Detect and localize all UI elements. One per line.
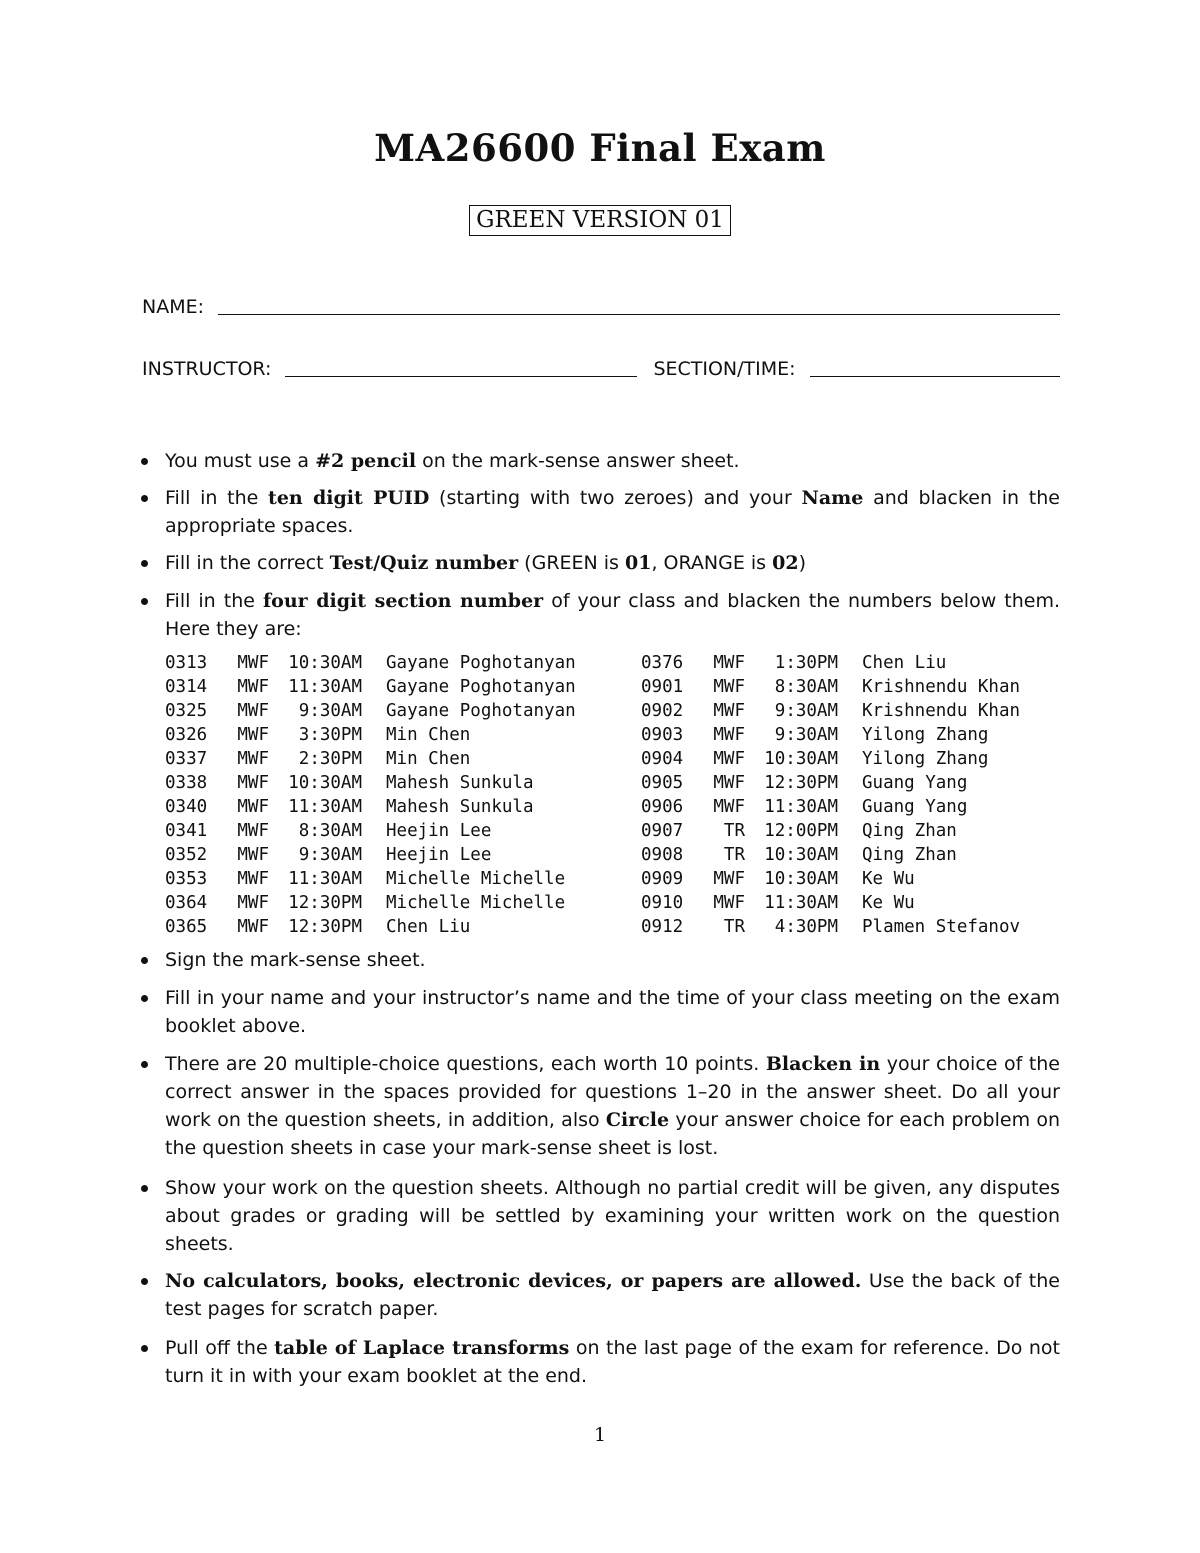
section-instructor: Ke Wu xyxy=(862,893,915,913)
section-days: MWF xyxy=(713,773,745,793)
instruction-text: You must use a xyxy=(165,450,316,472)
section-row xyxy=(641,747,1117,771)
section-days: TR xyxy=(723,917,745,937)
section-instructor: Mahesh Sunkula xyxy=(386,797,534,817)
instruction-list xyxy=(140,946,1060,974)
section-code: 0907 xyxy=(641,821,684,841)
section-time: 8:30AM xyxy=(774,677,838,697)
section-row xyxy=(641,867,1117,891)
section-instructor: Krishnendu Khan xyxy=(862,701,1021,721)
bullet-dot xyxy=(141,560,148,567)
section-time: 10:30AM xyxy=(764,749,838,769)
section-time: 10:30AM xyxy=(288,653,362,673)
instruction-text: your choice of the correct answer in the spaces provided for questions 1–20 in the answer sheet. Do all your work on the question sheets, in addition, also xyxy=(165,1053,1060,1131)
section-time-blank-line[interactable] xyxy=(810,375,1060,377)
bullet-dot xyxy=(141,995,148,1002)
section-instructor: Chen Liu xyxy=(386,917,471,937)
section-row xyxy=(165,867,641,891)
instruction-bold-text: 02 xyxy=(772,552,799,574)
section-code: 0314 xyxy=(165,677,208,697)
section-code: 0902 xyxy=(641,701,684,721)
section-time: 10:30AM xyxy=(288,773,362,793)
instruction-text: Use the back of the test pages for scratch paper. xyxy=(165,1270,1060,1320)
exam-title: MA26600 Final Exam xyxy=(374,126,826,170)
instruction-list xyxy=(140,1334,1060,1390)
instructor-section-row xyxy=(142,358,1060,380)
section-days: MWF xyxy=(237,653,269,673)
section-code: 0901 xyxy=(641,677,684,697)
section-row xyxy=(165,747,641,771)
instruction-text: There are 20 multiple-choice questions, each worth 10 points. xyxy=(165,1053,766,1075)
instruction-text: your answer choice for each problem on the question sheets in case your mark-sense sheet is lost. xyxy=(165,1109,1060,1159)
instruction-bold-text: Blacken in xyxy=(765,1053,881,1075)
section-row xyxy=(165,675,641,699)
section-time: 9:30AM xyxy=(774,725,838,745)
instruction-sign xyxy=(140,946,1060,974)
bullet-dot xyxy=(141,1061,148,1068)
section-instructor: Yilong Zhang xyxy=(862,749,989,769)
section-instructor: Qing Zhan xyxy=(862,821,957,841)
section-code: 0909 xyxy=(641,869,684,889)
section-time: 11:30AM xyxy=(288,869,362,889)
section-instructor: Guang Yang xyxy=(862,773,968,793)
section-days: MWF xyxy=(237,725,269,745)
section-code: 0910 xyxy=(641,893,684,913)
section-time-label: SECTION/TIME: xyxy=(653,358,796,380)
section-time: 11:30AM xyxy=(288,797,362,817)
instruction-bold-text: No calculators, books, electronic devices, or papers are allowed. xyxy=(165,1270,862,1292)
instruction-list xyxy=(140,549,1060,577)
bullet-dot xyxy=(141,1278,148,1285)
section-days: MWF xyxy=(713,797,745,817)
version-box: GREEN VERSION 01 xyxy=(469,205,731,236)
section-instructor: Min Chen xyxy=(386,725,471,745)
section-days: MWF xyxy=(713,677,745,697)
section-days: MWF xyxy=(713,869,745,889)
section-time: 10:30AM xyxy=(764,869,838,889)
section-code: 0325 xyxy=(165,701,208,721)
section-code: 0341 xyxy=(165,821,208,841)
instruction-text: ) xyxy=(798,552,806,574)
section-code: 0352 xyxy=(165,845,208,865)
section-days: MWF xyxy=(237,677,269,697)
section-code: 0365 xyxy=(165,917,208,937)
instruction-list xyxy=(140,1174,1060,1258)
bullet-dot xyxy=(141,495,148,502)
section-time: 9:30AM xyxy=(298,701,362,721)
section-days: MWF xyxy=(713,749,745,769)
section-time: 12:30PM xyxy=(764,773,838,793)
section-instructor: Heejin Lee xyxy=(386,845,492,865)
section-instructor: Chen Liu xyxy=(862,653,947,673)
section-code: 0340 xyxy=(165,797,208,817)
section-code: 0337 xyxy=(165,749,208,769)
name-field-row xyxy=(142,296,1060,318)
section-days: MWF xyxy=(237,845,269,865)
section-code: 0903 xyxy=(641,725,684,745)
instruction-pencil xyxy=(140,447,1060,475)
section-instructor: Gayane Poghotanyan xyxy=(386,677,576,697)
section-time: 4:30PM xyxy=(774,917,838,937)
instruction-text: Pull off the xyxy=(165,1337,275,1359)
section-days: MWF xyxy=(237,821,269,841)
section-row xyxy=(641,915,1117,939)
name-label: NAME: xyxy=(142,296,205,318)
section-instructor: Michelle Michelle xyxy=(386,869,566,889)
section-time: 8:30AM xyxy=(298,821,362,841)
section-code: 0376 xyxy=(641,653,684,673)
section-instructor: Heejin Lee xyxy=(386,821,492,841)
instruction-text: of your class and blacken the numbers below them. Here they are: xyxy=(165,590,1061,640)
section-code: 0912 xyxy=(641,917,684,937)
instruction-text: Fill in the xyxy=(165,590,263,612)
section-code: 0353 xyxy=(165,869,208,889)
instruction-text: on the last page of the exam for reference. Do not turn it in with your exam booklet at the end. xyxy=(165,1337,1061,1387)
section-instructor: Qing Zhan xyxy=(862,845,957,865)
section-row xyxy=(641,771,1117,795)
instruction-text: Fill in the correct xyxy=(165,552,330,574)
section-table-left-column xyxy=(165,651,641,939)
instruction-bold-text: Name xyxy=(801,487,864,509)
section-instructor: Yilong Zhang xyxy=(862,725,989,745)
section-days: MWF xyxy=(713,701,745,721)
section-time: 10:30AM xyxy=(764,845,838,865)
section-table xyxy=(165,651,1117,939)
section-instructor: Plamen Stefanov xyxy=(862,917,1021,937)
section-row xyxy=(165,651,641,675)
section-row xyxy=(165,699,641,723)
instruction-bold-text: 01 xyxy=(625,552,652,574)
section-row xyxy=(641,699,1117,723)
section-days: MWF xyxy=(237,749,269,769)
instruction-bold-text: Circle xyxy=(605,1109,670,1131)
section-time: 11:30AM xyxy=(764,893,838,913)
section-row xyxy=(165,795,641,819)
instruction-bold-text: four digit section number xyxy=(262,590,544,612)
instruction-list xyxy=(140,587,1060,643)
section-row xyxy=(641,843,1117,867)
section-days: TR xyxy=(723,821,745,841)
instruction-list xyxy=(140,447,1060,475)
bullet-dot xyxy=(141,1185,148,1192)
instruction-text: Fill in the xyxy=(165,487,269,509)
instruction-text: (starting with two zeroes) and your xyxy=(429,487,802,509)
section-days: MWF xyxy=(237,773,269,793)
instruction-no-calculators xyxy=(140,1267,1060,1323)
section-code: 0908 xyxy=(641,845,684,865)
instruction-fill-name xyxy=(140,984,1060,1040)
section-instructor: Gayane Poghotanyan xyxy=(386,653,576,673)
section-row xyxy=(165,843,641,867)
section-time: 11:30AM xyxy=(288,677,362,697)
bullet-dot xyxy=(141,1345,148,1352)
section-instructor: Krishnendu Khan xyxy=(862,677,1021,697)
page-number: 1 xyxy=(593,1424,607,1446)
section-instructor: Min Chen xyxy=(386,749,471,769)
section-row xyxy=(641,795,1117,819)
instruction-list xyxy=(140,484,1060,540)
section-row xyxy=(641,891,1117,915)
instructor-label: INSTRUCTOR: xyxy=(142,358,272,380)
section-instructor: Michelle Michelle xyxy=(386,893,566,913)
section-time: 12:30PM xyxy=(288,917,362,937)
instruction-questions xyxy=(140,1050,1060,1162)
section-instructor: Ke Wu xyxy=(862,869,915,889)
section-time: 9:30AM xyxy=(774,701,838,721)
instruction-text: on the mark-sense answer sheet. xyxy=(416,450,740,472)
instruction-list xyxy=(140,1267,1060,1323)
instruction-text: , ORANGE is xyxy=(651,552,773,574)
section-instructor: Guang Yang xyxy=(862,797,968,817)
section-row xyxy=(641,651,1117,675)
instruction-list xyxy=(140,984,1060,1040)
section-code: 0313 xyxy=(165,653,208,673)
instruction-text: and blacken in the appropriate spaces. xyxy=(165,487,1060,537)
section-instructor: Mahesh Sunkula xyxy=(386,773,534,793)
section-row xyxy=(641,819,1117,843)
instruction-bold-text: #2 pencil xyxy=(315,450,417,472)
section-table-right-column xyxy=(641,651,1117,939)
instruction-text: Sign the mark-sense sheet. xyxy=(165,949,426,971)
section-time: 1:30PM xyxy=(774,653,838,673)
name-blank-line[interactable] xyxy=(218,313,1060,315)
bullet-dot xyxy=(141,598,148,605)
section-code: 0364 xyxy=(165,893,208,913)
instruction-list xyxy=(140,1050,1060,1162)
instruction-show-work xyxy=(140,1174,1060,1258)
section-row xyxy=(165,723,641,747)
section-days: TR xyxy=(723,845,745,865)
section-time: 12:30PM xyxy=(288,893,362,913)
section-code: 0906 xyxy=(641,797,684,817)
instruction-section-number xyxy=(140,587,1060,643)
section-days: MWF xyxy=(713,653,745,673)
instructor-blank-line[interactable] xyxy=(285,375,637,377)
version-box-wrap xyxy=(0,205,1200,236)
section-time: 3:30PM xyxy=(298,725,362,745)
section-time: 12:00PM xyxy=(764,821,838,841)
instruction-laplace xyxy=(140,1334,1060,1390)
instruction-bold-text: table of Laplace transforms xyxy=(274,1337,570,1359)
instruction-text: Fill in your name and your instructor’s name and the time of your class meeting on the exam booklet above. xyxy=(165,987,1060,1037)
instruction-bold-text: ten digit PUID xyxy=(268,487,430,509)
section-code: 0338 xyxy=(165,773,208,793)
section-code: 0326 xyxy=(165,725,208,745)
section-row xyxy=(165,819,641,843)
section-code: 0905 xyxy=(641,773,684,793)
bullet-dot xyxy=(141,458,148,465)
section-days: MWF xyxy=(237,869,269,889)
instruction-test-quiz xyxy=(140,549,1060,577)
section-row xyxy=(165,915,641,939)
section-time: 11:30AM xyxy=(764,797,838,817)
section-code: 0904 xyxy=(641,749,684,769)
instruction-bold-text: Test/Quiz number xyxy=(329,552,519,574)
section-days: MWF xyxy=(237,797,269,817)
instruction-puid xyxy=(140,484,1060,540)
section-time: 2:30PM xyxy=(298,749,362,769)
section-row xyxy=(641,675,1117,699)
instruction-text: Show your work on the question sheets. Although no partial credit will be given, any disputes about grades or grading will be settled by examining your written work on the question sheets. xyxy=(165,1177,1060,1255)
section-days: MWF xyxy=(713,893,745,913)
instruction-text: (GREEN is xyxy=(518,552,625,574)
section-days: MWF xyxy=(237,917,269,937)
section-row xyxy=(165,891,641,915)
section-row xyxy=(165,771,641,795)
section-instructor: Gayane Poghotanyan xyxy=(386,701,576,721)
section-days: MWF xyxy=(237,701,269,721)
section-days: MWF xyxy=(237,893,269,913)
bullet-dot xyxy=(141,957,148,964)
section-days: MWF xyxy=(713,725,745,745)
section-row xyxy=(641,723,1117,747)
section-time: 9:30AM xyxy=(298,845,362,865)
